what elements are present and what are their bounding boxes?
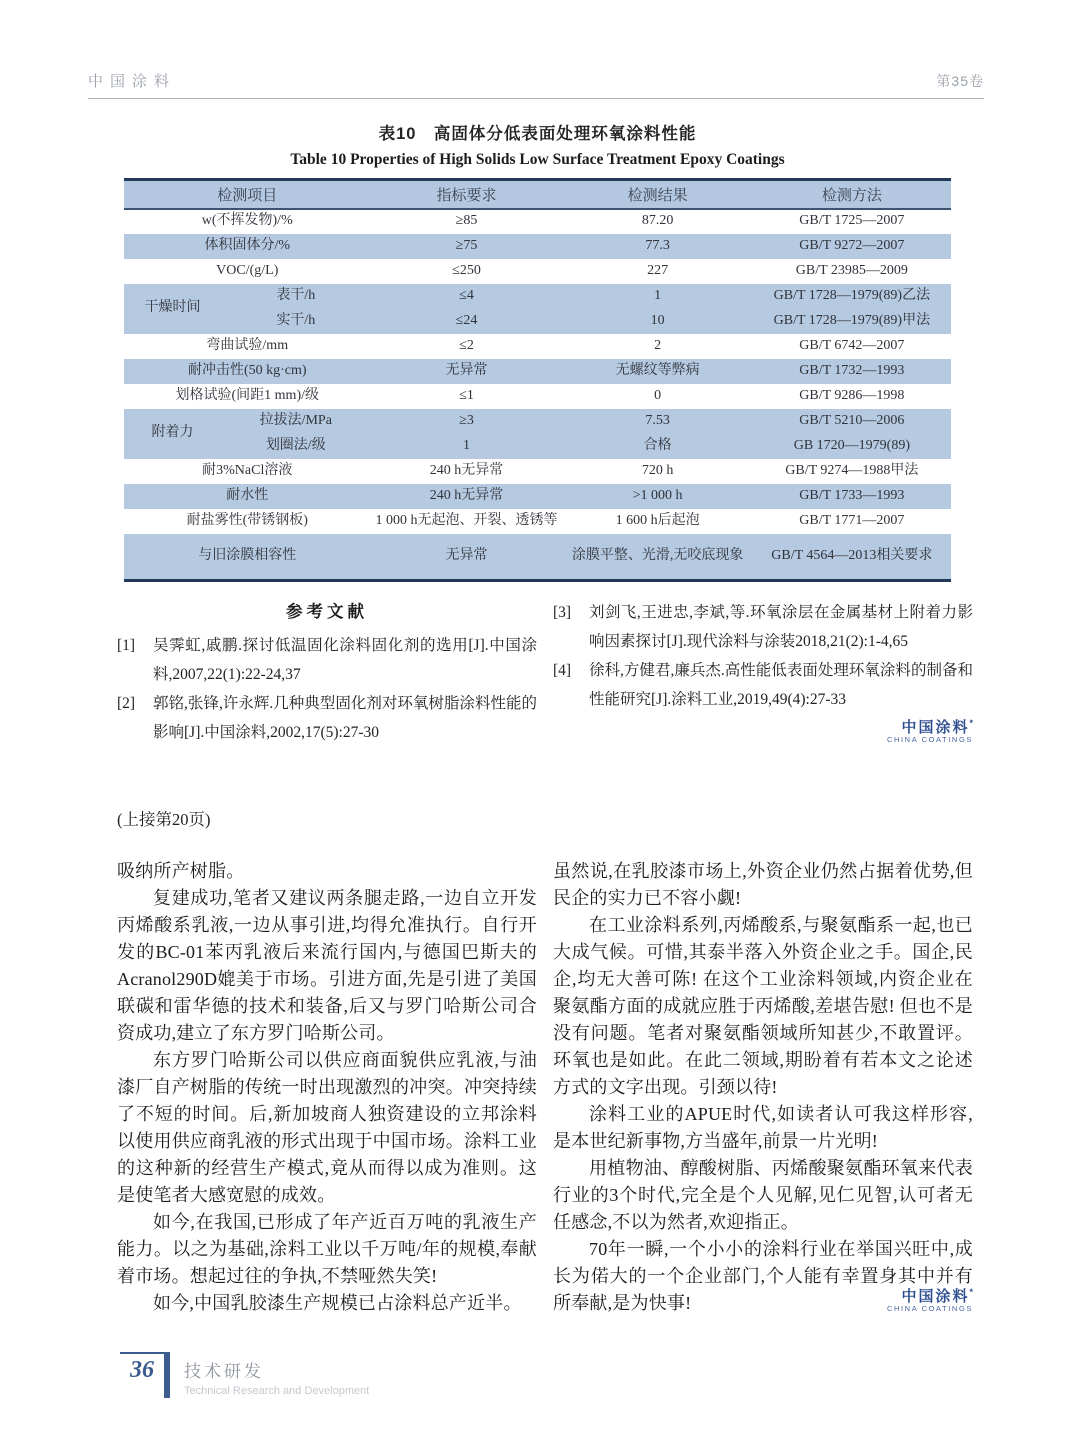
paragraph: 用植物油、醇酸树脂、丙烯酸聚氨酯环氧来代表行业的3个时代,完全是个人见解,见仁见智,认可者无任感念,不以为然者,欢迎指正。 — [553, 1158, 973, 1232]
paragraph: 虽然说,在乳胶漆市场上,外资企业仍然占据着优势,但民企的实力已不容小觑! — [553, 861, 973, 908]
col-header-method: 检测方法 — [753, 180, 951, 209]
table-row — [124, 384, 951, 409]
page-number-box — [120, 1352, 164, 1384]
cell-method: GB/T 9274—1988甲法 — [785, 462, 919, 478]
cell-requirement: ≤24 — [455, 312, 478, 328]
cell-method: GB/T 4564—2013相关要求 — [771, 548, 933, 564]
cell-item: 拉拔法/MPa — [259, 412, 332, 428]
article-right-column — [553, 858, 973, 1317]
col-header-result: 检测结果 — [563, 180, 753, 209]
running-head — [88, 70, 984, 99]
cell-result: 2 — [654, 337, 662, 353]
table-block — [124, 120, 951, 582]
cell-item: 划圈法/级 — [265, 437, 326, 453]
reference-text: 吴霁虹,戚鹏.探讨低温固化涂料固化剂的选用[J].中国涂料,2007,22(1):22-24,37 — [153, 637, 537, 683]
paragraph: 东方罗门哈斯公司以供应商面貌供应乳液,与油漆厂自产树脂的传统一时出现激烈的冲突。冲突持续了不短的时间。后,新加坡商人独资建设的立邦涂料以使用供应商乳液的形式出现于中国市场。涂料工业的这种新的经营生产模式,竟从而得以成为准则。这是使笔者大感宽慰的成效。 — [117, 1050, 537, 1205]
cell-method: GB/T 1732—1993 — [799, 362, 905, 378]
properties-table — [124, 178, 951, 582]
logo-text-cn: 中国涂料* — [901, 718, 973, 736]
table-caption-cn: 表10 高固体分低表面处理环氧涂料性能 — [378, 125, 697, 143]
table-row — [124, 534, 951, 581]
cell-item: 与旧涂膜相容性 — [198, 548, 297, 564]
reference-marker: [1] — [117, 637, 136, 654]
page-footer — [120, 1352, 369, 1398]
cell-result: 无螺纹等弊病 — [615, 362, 700, 378]
table-row — [124, 434, 951, 459]
cell-requirement: ≥75 — [455, 237, 478, 253]
cell-item: VOC/(g/L) — [216, 262, 279, 278]
logo-text-en: CHINA COATINGS — [886, 1304, 973, 1314]
article-left-column — [117, 858, 537, 1317]
cell-method: GB/T 1725—2007 — [799, 213, 905, 229]
footer-divider-bar — [164, 1352, 170, 1398]
cell-item: w(不挥发物)/% — [201, 213, 293, 229]
reference-item — [553, 598, 973, 656]
cell-result: 0 — [654, 387, 662, 403]
cell-method: GB/T 1771—2007 — [799, 512, 905, 528]
cell-requirement: ≤2 — [459, 337, 474, 353]
cell-result: 720 h — [641, 462, 674, 478]
reference-item — [553, 656, 973, 714]
references-left-column — [117, 598, 537, 747]
cell-result: 1 600 h后起泡 — [615, 512, 700, 528]
cell-group-label: 附着力 — [151, 425, 194, 441]
cell-result: 1 — [654, 287, 662, 303]
cell-method: GB/T 9272—2007 — [799, 237, 905, 253]
cell-item: 划格试验(间距1 mm)/级 — [175, 387, 319, 403]
paragraph: 如今,中国乳胶漆生产规模已占涂料总产近半。 — [153, 1293, 522, 1313]
section-name-en: Technical Research and Development — [184, 1385, 370, 1397]
cell-requirement: ≥85 — [455, 213, 478, 229]
cell-method: GB/T 6742—2007 — [799, 337, 905, 353]
volume-number: 第35卷 — [936, 73, 984, 89]
paragraph: 涂料工业的APUE时代,如读者认可我这样形容,是本世纪新事物,方当盛年,前景一片光明! — [553, 1104, 973, 1151]
table-row — [124, 234, 951, 259]
table-row — [124, 484, 951, 509]
cell-result: 77.3 — [645, 237, 670, 253]
reference-marker: [4] — [553, 662, 572, 679]
references-heading: 参考文献 — [286, 602, 368, 621]
cell-requirement: ≤4 — [459, 287, 474, 303]
cell-item: 耐水性 — [226, 487, 269, 503]
col-header-requirement: 指标要求 — [371, 180, 563, 209]
cell-item: 弯曲试验/mm — [206, 337, 289, 353]
table-caption-en: Table 10 Properties of High Solids Low Surface Treatment Epoxy Coatings — [290, 151, 785, 168]
cell-item: 体积固体分/% — [204, 237, 291, 253]
cell-result: 227 — [647, 262, 669, 278]
paragraph: 吸纳所产树脂。 — [117, 861, 245, 881]
table-row — [124, 209, 951, 234]
china-coatings-logo — [553, 718, 973, 745]
cell-method: GB/T 9286—1998 — [799, 387, 905, 403]
journal-name: 中国涂料 — [88, 73, 177, 90]
paragraph: 复建成功,笔者又建议两条腿走路,一边自立开发丙烯酸系乳液,一边从事引进,均得允准执行。自行开发的BC-01苯丙乳液后来流行国内,与德国巴斯夫的Acranol290D媲美于市场。引进方面,先是引进了美国联碳和雷华德的技术和装备,后又与罗门哈斯公司合资成功,建立了东方罗门哈斯公司。 — [117, 888, 537, 1043]
page-number: 36 — [130, 1357, 154, 1383]
cell-item: 耐盐雾性(带锈钢板) — [186, 512, 308, 528]
cell-requirement: 1 000 h无起泡、开裂、透锈等 — [375, 512, 558, 528]
paragraph: 在工业涂料系列,丙烯酸系,与聚氨酯系一起,也已大成气候。可惜,其泰半落入外资企业之手。国企,民企,均无大善可陈! 在这个工业涂料领域,内资企业在聚氨酯方面的成就应胜于丙烯酸,差堪告慰! 但也不是没有问题。笔者对聚氨酯领域所知甚少,不敢置评。环氧也是如此。在此二领域,期盼着有若本文之论述方式的文字出现。引颈以待! — [553, 915, 973, 1097]
cell-result: 合格 — [643, 437, 672, 453]
cell-group-label: 干燥时间 — [144, 300, 201, 316]
footer-section-label — [184, 1352, 369, 1397]
table-row — [124, 309, 951, 334]
reference-item — [117, 689, 537, 747]
logo-trademark: * — [969, 1287, 973, 1297]
table-row — [124, 459, 951, 484]
cell-requirement: 1 — [463, 437, 471, 453]
reference-item — [117, 631, 537, 689]
table-row — [124, 359, 951, 384]
logo-text-en: CHINA COATINGS — [886, 735, 973, 745]
cell-method: GB/T 23985—2009 — [795, 262, 908, 278]
table-row — [124, 259, 951, 284]
paragraph: 如今,在我国,已形成了年产近百万吨的乳液生产能力。以之为基础,涂料工业以千万吨/年的规模,奉献着市场。想起过往的争执,不禁哑然失笑! — [117, 1212, 537, 1286]
table-row — [124, 409, 951, 434]
reference-text: 徐科,方健君,廉兵杰.高性能低表面处理环氧涂料的制备和性能研究[J].涂料工业,2019,49(4):27-33 — [589, 662, 973, 708]
reference-text: 刘剑飞,王进忠,李斌,等.环氧涂层在金属基材上附着力影响因素探讨[J].现代涂料与涂装2018,21(2):1-4,65 — [589, 604, 973, 650]
cell-requirement: 240 h无异常 — [429, 462, 504, 478]
section-name-cn: 技术研发 — [184, 1362, 264, 1381]
cell-method: GB/T 1728—1979(89)甲法 — [773, 312, 931, 328]
continuation-note: (上接第20页) — [117, 810, 211, 829]
table-row — [124, 509, 951, 534]
references-section — [117, 598, 973, 747]
cell-item: 表干/h — [276, 287, 316, 303]
cell-result: 10 — [650, 312, 665, 328]
reference-text: 郭铭,张锋,许永辉.几种典型固化剂对环氧树脂涂料性能的影响[J].中国涂料,2002,17(5):27-30 — [153, 695, 537, 741]
logo-trademark: * — [969, 718, 973, 728]
article-body — [117, 858, 973, 1317]
cell-requirement: ≤250 — [452, 262, 481, 278]
cell-requirement: 无异常 — [445, 548, 488, 564]
cell-method: GB/T 5210—2006 — [799, 412, 905, 428]
cell-method: GB/T 1728—1979(89)乙法 — [773, 287, 931, 303]
table-row — [124, 284, 951, 309]
cell-requirement: ≥3 — [459, 412, 474, 428]
cell-item: 实干/h — [276, 312, 316, 328]
paragraph: 70年一瞬,一个小小的涂料行业在举国兴旺中,成长为偌大的一个企业部门,个人能有幸置身其中并有所奉献,是为快事! — [553, 1239, 973, 1313]
cell-requirement: 240 h无异常 — [429, 487, 504, 503]
cell-item: 耐冲击性(50 kg·cm) — [187, 362, 307, 378]
reference-marker: [2] — [117, 695, 136, 712]
cell-result: 87.20 — [641, 213, 674, 229]
cell-item: 耐3%NaCl溶液 — [202, 462, 293, 478]
col-header-item: 检测项目 — [124, 180, 371, 209]
reference-marker: [3] — [553, 604, 572, 621]
cell-method: GB 1720—1979(89) — [793, 437, 910, 453]
logo-text-cn: 中国涂料* — [901, 1287, 973, 1305]
cell-result: 涂膜平整、光滑,无咬底现象 — [571, 548, 744, 564]
cell-requirement: 无异常 — [445, 362, 488, 378]
table-row — [124, 334, 951, 359]
table-header-row — [124, 180, 951, 209]
references-right-column — [553, 598, 973, 747]
cell-result: >1 000 h — [632, 487, 683, 503]
cell-method: GB/T 1733—1993 — [799, 487, 905, 503]
cell-result: 7.53 — [645, 412, 670, 428]
cell-requirement: ≤1 — [459, 387, 474, 403]
